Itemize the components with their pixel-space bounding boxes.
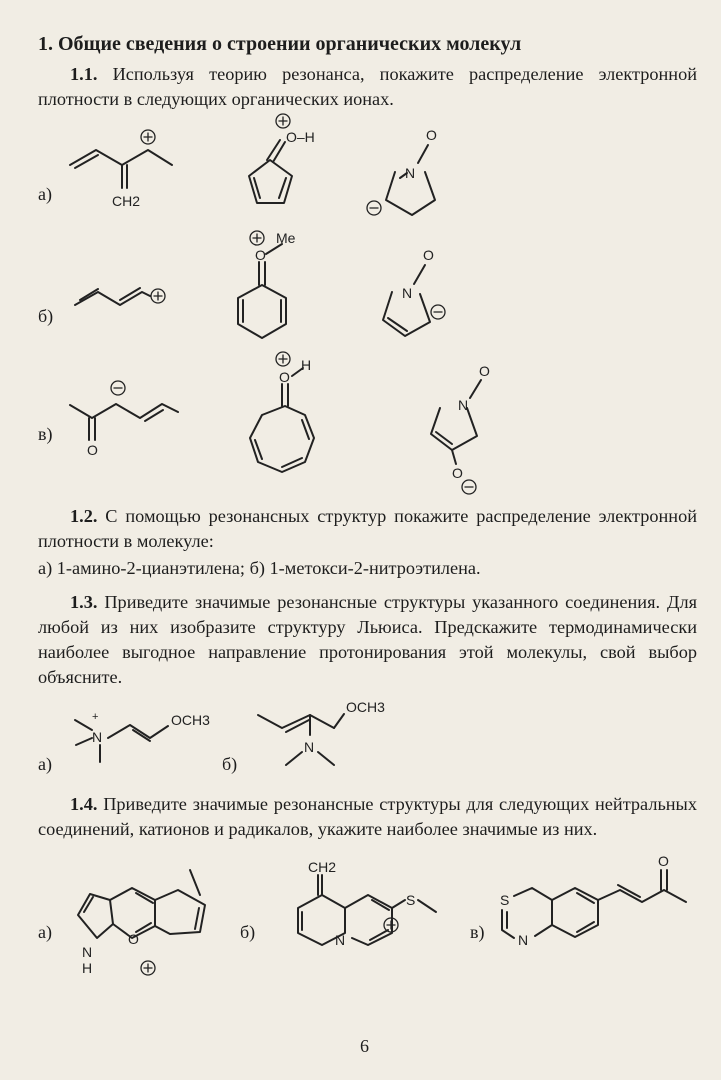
ion-1-1-a-cyclopentadienone xyxy=(249,114,315,203)
ion-1-1-a-allyl-cation xyxy=(70,130,172,209)
ion-1-1-a-pyrrole-n-oxide xyxy=(367,127,437,215)
task-1-2-line2: а) 1-амино-2-цианэтилена; б) 1-метокси-2-нитроэтилена. xyxy=(38,558,481,578)
o-text: O xyxy=(255,247,266,263)
o-text: O xyxy=(426,127,437,143)
plus-charge-icon xyxy=(276,114,290,128)
task-1-2 xyxy=(38,504,697,554)
compound-1-4-b xyxy=(298,859,436,948)
och3-text: OCH3 xyxy=(346,699,385,715)
o-text: O xyxy=(658,853,669,869)
n-text: N xyxy=(304,739,315,755)
ch2-text: CH2 xyxy=(112,193,141,209)
ion-1-1-b-cyclohexadienone xyxy=(238,230,296,338)
plus-charge-icon xyxy=(276,352,290,366)
ion-1-1-v-enolate xyxy=(70,381,178,458)
n-text: N xyxy=(518,932,529,948)
ion-1-1-b-pyrrole-n-oxide xyxy=(383,247,445,336)
oh-text: O–H xyxy=(286,129,315,145)
label-1-4-v: в) xyxy=(470,922,485,942)
ch2-text: CH2 xyxy=(308,859,337,875)
task-1-1-number: 1.1. xyxy=(70,64,98,84)
plus-sign: + xyxy=(92,711,99,723)
label-1-1-v: в) xyxy=(38,424,53,444)
label-1-4-b: б) xyxy=(240,922,256,942)
o-text: O xyxy=(87,442,98,458)
minus-charge-icon xyxy=(367,201,381,215)
nh-text: N xyxy=(82,944,93,960)
task-1-3-number: 1.3. xyxy=(70,592,98,612)
label-1-1-b: б) xyxy=(38,306,54,326)
o-text: O xyxy=(128,931,139,947)
h-text: H xyxy=(82,960,93,976)
minus-charge-icon xyxy=(431,305,445,319)
label-1-4-a: а) xyxy=(38,922,52,942)
h-text: H xyxy=(301,357,312,373)
plus-charge-icon xyxy=(151,289,165,303)
page-number: 6 xyxy=(360,1036,369,1056)
task-1-4-number: 1.4. xyxy=(70,794,98,814)
ion-1-1-b-pentadienyl-cation xyxy=(75,288,165,305)
task-1-1-text: Используя теорию резонанса, покажите распределение электронной плотности в следующих органических ионах. xyxy=(38,64,697,109)
label-1-3-b: б) xyxy=(222,754,238,774)
plus-charge-icon xyxy=(141,961,155,975)
ion-1-1-v-hydroxypyrrole-n-oxide xyxy=(431,363,490,494)
s-text: S xyxy=(406,892,416,908)
ion-1-1-v-tropone xyxy=(250,352,314,472)
plus-charge-icon xyxy=(141,130,155,144)
task-1-4-text: Приведите значимые резонансные структуры для следующих нейтральных соединений, катионов и радикалов, укажите наиболее значимые из них. xyxy=(38,794,697,839)
compound-1-4-a xyxy=(78,870,205,976)
task-1-3-text: Приведите значимые резонансные структуры указанного соединения. Для любой из них изобразите структуру Льюиса. Предскажите термодинамически наиболее выгодное направление протонирования этой молекулы, свой выбор объясните. xyxy=(38,592,697,687)
o-text: O xyxy=(423,247,434,263)
o-text: O xyxy=(279,369,290,385)
task-1-2-number: 1.2. xyxy=(70,506,98,526)
n-text: N xyxy=(335,932,346,948)
n-text: N xyxy=(405,165,416,181)
compound-1-3-a xyxy=(75,711,210,762)
n-text: N xyxy=(92,729,103,745)
minus-charge-icon xyxy=(462,480,476,494)
n-text: N xyxy=(458,397,469,413)
n-text: N xyxy=(402,285,413,301)
task-1-3 xyxy=(38,590,697,690)
task-1-2-text: С помощью резонансных структур покажите распределение электронной плотности в молекуле: xyxy=(38,506,697,551)
label-1-3-a: а) xyxy=(38,754,52,774)
o-text: O xyxy=(479,363,490,379)
section-heading: 1. Общие сведения о строении органических молекул xyxy=(38,33,522,55)
s-text: S xyxy=(500,892,510,908)
o-text: O xyxy=(452,465,463,481)
plus-charge-icon xyxy=(250,231,264,245)
compound-1-3-b xyxy=(258,699,385,765)
och3-text: OCH3 xyxy=(171,712,210,728)
compound-1-4-v xyxy=(500,853,686,948)
minus-charge-icon xyxy=(111,381,125,395)
label-1-1-a: а) xyxy=(38,184,52,204)
me-text: Me xyxy=(276,230,296,246)
task-1-4 xyxy=(38,792,697,842)
